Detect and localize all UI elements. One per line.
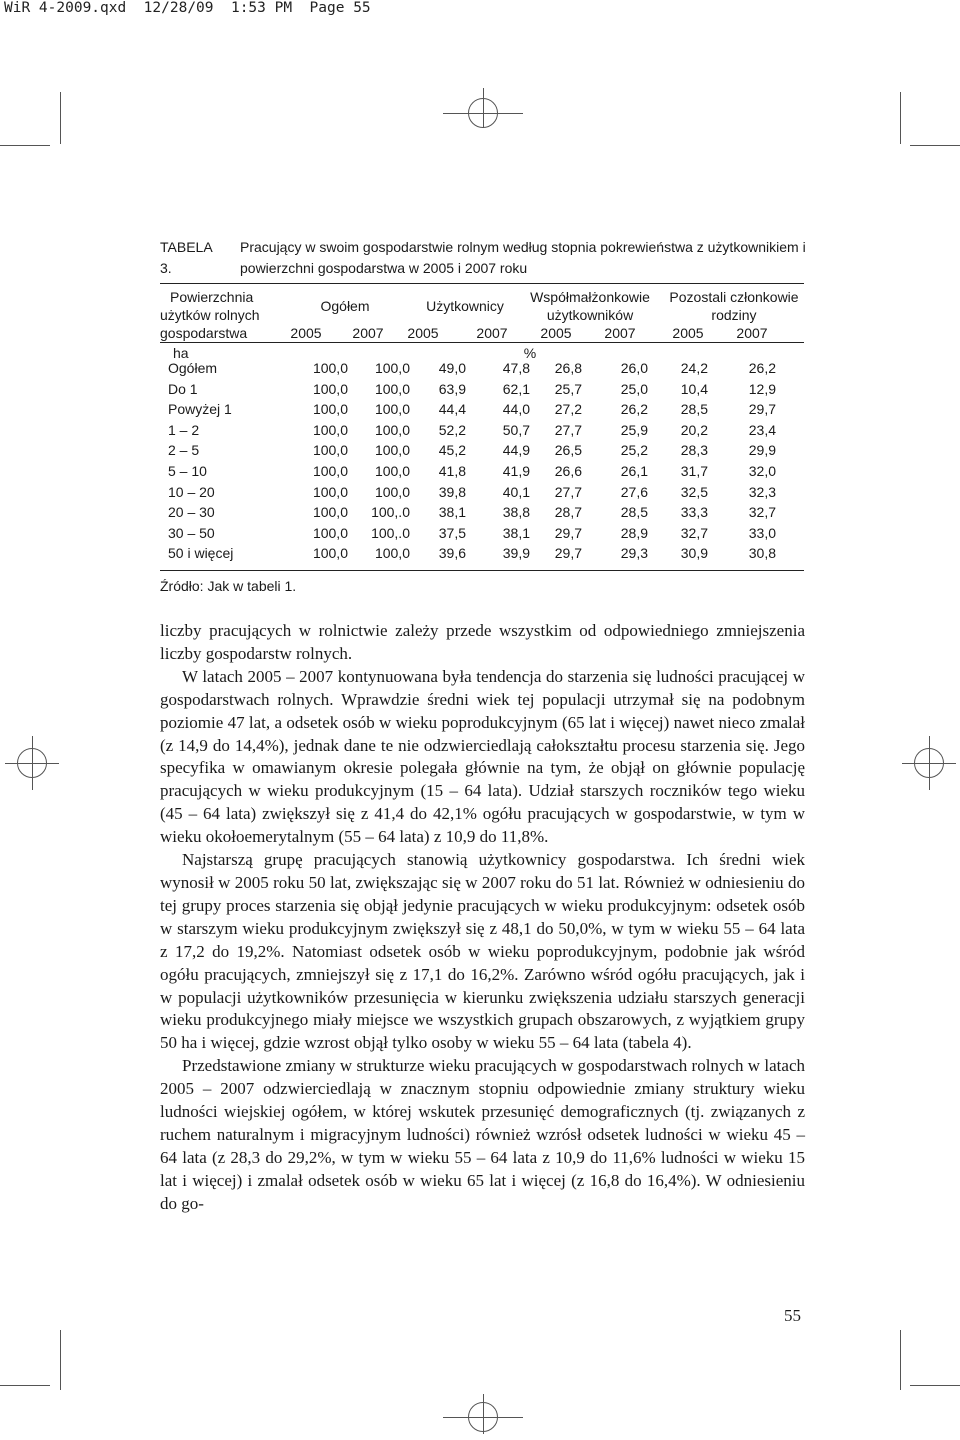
table-cell: 37,5 [438, 524, 466, 541]
table-cell: 29,9 [748, 442, 776, 459]
table-row [160, 381, 804, 401]
table-cell: 100,0 [374, 421, 410, 438]
header-year: 2007 [604, 325, 636, 341]
table-cell: 23,4 [748, 421, 776, 438]
table-row [160, 463, 804, 483]
table-cell: 100,0 [312, 401, 348, 418]
table-cell: 100,0 [374, 483, 410, 500]
table-source: Źródło: Jak w tabeli 1. [160, 578, 297, 594]
table-cell: 100,0 [312, 463, 348, 479]
table-cell: 33,3 [680, 504, 708, 521]
table-cell: 32,3 [748, 483, 776, 500]
header-year: 2005 [290, 325, 322, 341]
row-label: 2 – 5 [168, 442, 200, 459]
table-title: Pracujący w swoim gospodarstwie rolnym według stopnia pokrewieństwa z użytkownikiem i powierzchni gospodarstwa w 2005 i 2007 roku [240, 239, 806, 276]
table-cell: 20,2 [680, 421, 708, 438]
table-cell: 26,6 [554, 463, 582, 479]
table-cell: 32,7 [680, 524, 708, 541]
header-area-3: gospodarstwa [160, 325, 248, 341]
paragraph-3: Najstarszą grupę pracujących stanowią użytkownicy gospodarstwa. Ich średni wiek wynosił w 2005 roku 50 lat, zwiększając się w 2007 roku do 51 lat. Również w odniesieniu do tej grupy proces starzenia się objął jedynie pracujących w wieku produkcyjnym: odsetek osób w starszym wieku produkcyjnym zwiększył się z 48,1 do 50,0%, w tym w wieku 55 – 64 lata z 17,2 do 19,2%. Natomiast odsetek osób w wieku poprodukcyjnym, podobnie jak wśród ogółu pracujących, zmniejszył się z 17,1 do 16,2%. Zarówno wśród ogółu pracujących, jak i w populacji użytkowników przesunięcia w kierunku zwiększenia udziału starszych generacji wieku produkcyjnego miały miejsce we wszystkich grupach obszarowych, z wyjątkiem grupy 50 ha i więcej, gdzie wzrost objął tylko osoby w wieku 55 – 64 lata (tabela 4). [160, 850, 805, 1053]
table-cell: 100,0 [312, 545, 348, 562]
table-row [160, 545, 804, 565]
table-rule-header [160, 342, 804, 343]
table-cell: 100,0 [374, 545, 410, 562]
header-unit-percent: % [523, 345, 537, 361]
table-cell: 100,0 [374, 401, 410, 418]
header-uzytkownicy: Użytkownicy [426, 298, 504, 314]
table-cell: 49,0 [438, 360, 466, 376]
paragraph-2: W latach 2005 – 2007 kontynuowana była tendencja do starzenia się ludności pracującej w gospodarstwach rolnych. Wprawdzie średni wiek tej populacji utrzymał się na podobnym poziomie 47 lat, a odsetek osób w wieku poprodukcyjnym (65 lat i więcej) nawet nieco zmalał (z 14,9 do 14,4%), jednak dane te nie odzwierciedlają całokształtu procesu starzenia się. Jego specyfika w omawianym okresie polegała głównie na tym, że objął on głównie populację pracujących w wieku produkcyjnym (15 – 64 lata). Udział starszych roczników tego wieku (45 – 64 lata) zwiększył się z 41,4 do 42,1% ogółu pracujących w gospodarstwie, w tym w wieku okołoemerytalnym (55 – 64 lata) z 10,9 do 11,8%. [160, 666, 805, 847]
row-label: 1 – 2 [168, 421, 200, 438]
slug-line: WiR 4-2009.qxd 12/28/09 1:53 PM Page 55 [4, 0, 371, 16]
table-rule-bottom [160, 570, 804, 571]
table-cell: 40,1 [502, 483, 530, 500]
table-cell: 44,0 [502, 401, 530, 418]
table-cell: 38,1 [438, 504, 466, 521]
header-wspolmalzonkowie: Współmałżonkowie [530, 289, 650, 305]
table-cell: 100,0 [374, 442, 410, 459]
table-cell: 29,7 [748, 401, 776, 418]
table-cell: 30,9 [680, 545, 708, 562]
table-cell: 24,2 [680, 360, 708, 376]
table-row [160, 401, 804, 421]
table-cell: 39,9 [502, 545, 530, 562]
header-year: 2005 [540, 325, 572, 341]
table-cell: 44,4 [438, 401, 466, 418]
table-cell: 26,2 [748, 360, 776, 376]
header-area-2: użytków rolnych [160, 307, 260, 323]
table-cell: 100,0 [374, 360, 410, 376]
header-area-1: Powierzchnia [170, 289, 254, 305]
row-label: Powyżej 1 [168, 401, 232, 418]
header-ogolem: Ogółem [320, 298, 370, 314]
table-row [160, 525, 804, 545]
table-cell: 27,7 [554, 421, 582, 438]
table-cell: 29,3 [620, 545, 648, 562]
table-cell: 32,0 [748, 463, 776, 479]
table-cell: 100,0 [374, 463, 410, 479]
row-label: 50 i więcej [168, 545, 234, 562]
table-cell: 32,7 [748, 504, 776, 521]
table-cell: 25,7 [554, 380, 582, 397]
body-text [160, 620, 805, 1216]
table-cell: 28,5 [680, 401, 708, 418]
header-year: 2005 [407, 325, 439, 341]
table-cell: 38,8 [502, 504, 530, 521]
table-cell: 44,9 [502, 442, 530, 459]
table-cell: 100,0 [312, 380, 348, 397]
table-cell: 100,.0 [371, 504, 410, 521]
table-cell: 26,8 [554, 360, 582, 376]
row-label: 5 – 10 [168, 463, 207, 479]
table-cell: 100,0 [312, 524, 348, 541]
table-cell: 100,0 [374, 380, 410, 397]
header-area-unit: ha [173, 345, 189, 361]
page-number: 55 [784, 1306, 801, 1325]
row-label: 30 – 50 [168, 524, 215, 541]
table-cell: 10,4 [680, 380, 708, 397]
table-cell: 28,5 [620, 504, 648, 521]
table-cell: 25,2 [620, 442, 648, 459]
table-cell: 28,7 [554, 504, 582, 521]
header-wspolmalzonkowie-2: użytkowników [546, 307, 634, 323]
table-row [160, 442, 804, 462]
table-rule-top [160, 283, 804, 284]
table-cell: 26,5 [554, 442, 582, 459]
table-cell: 50,7 [502, 421, 530, 438]
table-cell: 30,8 [748, 545, 776, 562]
table-cell: 12,9 [748, 380, 776, 397]
paragraph-1: liczby pracujących w rolnictwie zależy przede wszystkim od odpowiedniego zmniejszenia liczby gospodarstw rolnych. [160, 621, 805, 663]
header-pozostali: Pozostali członkowie [669, 289, 799, 305]
table-cell: 25,9 [620, 421, 648, 438]
table-cell: 29,7 [554, 524, 582, 541]
table-cell: 28,9 [620, 524, 648, 541]
table-cell: 100,0 [312, 504, 348, 521]
table-cell: 39,6 [438, 545, 466, 562]
row-label: Ogółem [168, 360, 218, 376]
table-cell: 25,0 [620, 380, 648, 397]
table-row [160, 360, 804, 380]
table-cell: 63,9 [438, 380, 466, 397]
row-label: Do 1 [168, 380, 198, 397]
table-cell: 100,.0 [371, 524, 410, 541]
table-cell: 52,2 [438, 421, 466, 438]
table-cell: 41,9 [502, 463, 530, 479]
header-pozostali-2: rodziny [711, 307, 757, 323]
table-cell: 100,0 [312, 360, 348, 376]
table-cell: 47,8 [502, 360, 530, 376]
row-label: 20 – 30 [168, 504, 215, 521]
table-cell: 39,8 [438, 483, 466, 500]
row-label: 10 – 20 [168, 483, 215, 500]
table-cell: 100,0 [312, 442, 348, 459]
table-cell: 38,1 [502, 524, 530, 541]
table-cell: 26,2 [620, 401, 648, 418]
table-row [160, 504, 804, 524]
table-row [160, 484, 804, 504]
paragraph-4: Przedstawione zmiany w strukturze wieku pracujących w gospodarstwach rolnych w latach 2005 – 2007 odzwierciedlają w znacznym stopniu odpowiednie zmiany struktury wieku ludności wiejskiej ogółem, w której wskutek przesunięć demograficznych (tj. związanych z ruchem naturalnym i migracyjnym ludności) również wzrósł odsetek ludności w wieku 45 – 64 lata (z 28,3 do 29,2%, w tym w wieku 55 – 64 lata z 10,9 do 11,6% ludności w wieku 15 lat i więcej) i zmalał odsetek osób w wieku 65 lat i więcej (z 16,8 do 16,4%). W odniesieniu do go- [160, 1056, 805, 1213]
table-cell: 29,7 [554, 545, 582, 562]
header-year: 2007 [736, 325, 768, 341]
header-year: 2005 [672, 325, 704, 341]
header-year: 2007 [352, 325, 384, 341]
table-cell: 26,0 [620, 360, 648, 376]
table-cell: 27,7 [554, 483, 582, 500]
table-cell: 100,0 [312, 483, 348, 500]
table-cell: 26,1 [620, 463, 648, 479]
header-year: 2007 [476, 325, 508, 341]
table-cell: 33,0 [748, 524, 776, 541]
table-cell: 62,1 [502, 380, 530, 397]
table-cell: 27,6 [620, 483, 648, 500]
table-cell: 32,5 [680, 483, 708, 500]
table-label: TABELA 3. [160, 239, 212, 276]
table-cell: 100,0 [312, 421, 348, 438]
table-cell: 41,8 [438, 463, 466, 479]
table-cell: 27,2 [554, 401, 582, 418]
table-cell: 31,7 [680, 463, 708, 479]
table-row [160, 422, 804, 442]
table-cell: 28,3 [680, 442, 708, 459]
table-cell: 45,2 [438, 442, 466, 459]
